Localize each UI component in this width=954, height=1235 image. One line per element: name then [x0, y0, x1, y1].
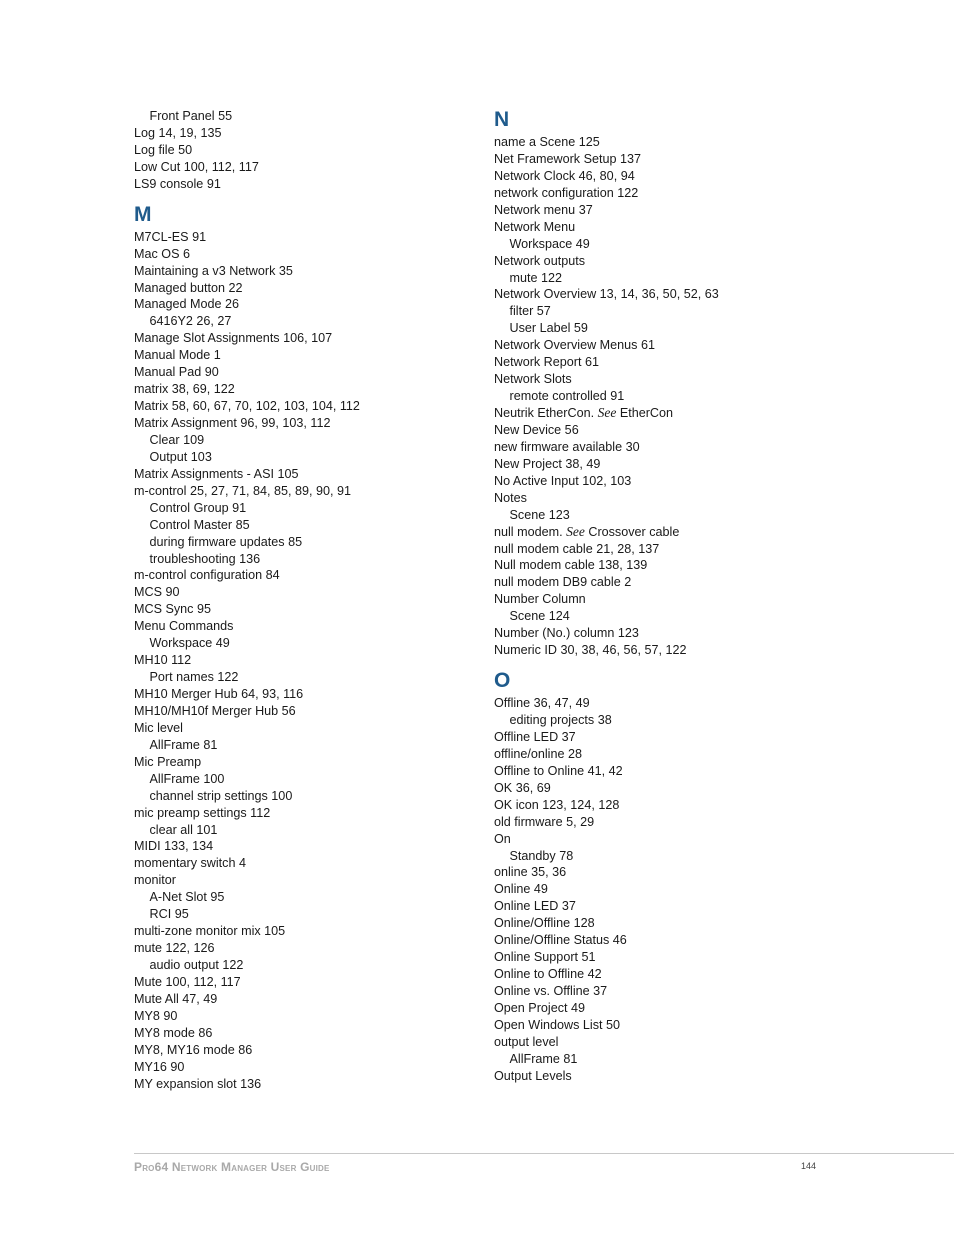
- see-target: EtherCon: [616, 406, 674, 420]
- index-entry: Matrix Assignments - ASI 105: [134, 466, 299, 481]
- index-subentry: Standby 78: [509, 848, 574, 863]
- index-entry: New Project 38, 49: [494, 456, 601, 471]
- index-entry: Matrix 58, 60, 67, 70, 102, 103, 104, 112: [134, 399, 360, 414]
- index-entry: momentary switch 4: [134, 856, 246, 871]
- index-entry: multi-zone monitor mix 105: [134, 924, 286, 939]
- index-entry: mic preamp settings 112: [134, 805, 271, 820]
- index-entry: monitor: [134, 873, 176, 888]
- index-subentry: editing projects 38: [509, 713, 612, 727]
- index-entry: Managed button 22: [134, 280, 243, 295]
- index-entry: Network outputs: [494, 253, 585, 268]
- index-subentry: Front Panel 55: [149, 109, 233, 123]
- index-subentry: Port names 122: [149, 670, 239, 685]
- index-entry: MCS Sync 95: [134, 602, 211, 617]
- index-entry: MCS 90: [134, 585, 180, 600]
- index-entry: old firmware 5, 29: [494, 814, 595, 829]
- index-entry: M7CL-ES 91: [134, 229, 207, 244]
- index-entry: Menu Commands: [134, 619, 234, 634]
- index-entry: Number (No.) column 123: [494, 626, 639, 641]
- index-entry: [494, 405, 824, 422]
- index-entry: MH10 Merger Hub 64, 93, 116: [134, 687, 304, 701]
- see-reference: See: [566, 523, 585, 539]
- index-subentry: audio output 122: [149, 958, 244, 972]
- entry-text: null modem.: [494, 524, 567, 539]
- index-entry: MH10 112: [134, 653, 192, 668]
- index-entry: OK 36, 69: [494, 780, 551, 795]
- index-entry: Mic Preamp: [134, 754, 202, 769]
- index-entry: Network Overview 13, 14, 36, 50, 52, 63: [494, 287, 719, 302]
- index-entry: Open Project 49: [494, 1000, 586, 1015]
- index-entry: Network Menu: [494, 219, 576, 234]
- index-entry: No Active Input 102, 103: [494, 473, 632, 488]
- index-entry: [494, 524, 824, 541]
- index-entry: Mute 100, 112, 117: [134, 974, 241, 989]
- index-entry: Network Overview Menus 61: [494, 338, 655, 353]
- index-entry: Mute All 47, 49: [134, 991, 218, 1006]
- index-subentry: during firmware updates 85: [149, 534, 303, 549]
- section-letter-heading: M: [134, 202, 152, 226]
- index-entry: matrix 38, 69, 122: [134, 382, 235, 397]
- index-subentry: AllFrame 81: [509, 1051, 578, 1066]
- index-entry: MY expansion slot 136: [134, 1076, 262, 1091]
- index-entry: MIDI 133, 134: [134, 839, 214, 854]
- index-subentry: A-Net Slot 95: [149, 890, 225, 905]
- index-subentry: channel strip settings 100: [149, 788, 293, 803]
- index-subentry: clear all 101: [149, 822, 218, 837]
- index-subentry: Clear 109: [149, 432, 205, 447]
- index-subentry: Scene 123: [509, 507, 570, 522]
- index-entry: Managed Mode 26: [134, 297, 240, 312]
- index-entry: network configuration 122: [494, 185, 639, 200]
- index-subentry: 6416Y2 26, 27: [149, 314, 232, 329]
- index-entry: New Device 56: [494, 422, 579, 437]
- index-entry: Maintaining a v3 Network 35: [134, 263, 293, 278]
- index-entry: output level: [494, 1034, 559, 1049]
- index-entry: Online 49: [494, 882, 548, 897]
- index-entry: Output Levels: [494, 1068, 572, 1083]
- index-subentry: AllFrame 100: [149, 771, 225, 786]
- index-entry: online 35, 36: [494, 865, 567, 880]
- index-subentry: remote controlled 91: [509, 389, 625, 404]
- index-subentry: User Label 59: [509, 321, 588, 336]
- index-entry: MY16 90: [134, 1059, 185, 1074]
- index-entry: Mic level: [134, 720, 183, 735]
- section-letter-heading: O: [494, 669, 511, 693]
- index-subentry: Scene 124: [509, 609, 570, 624]
- index-subentry: Workspace 49: [149, 636, 230, 651]
- index-subentry: AllFrame 81: [149, 737, 218, 752]
- index-subentry: mute 122: [509, 270, 563, 285]
- index-entry: MY8 mode 86: [134, 1025, 213, 1040]
- index-entry: Online to Offline 42: [494, 967, 602, 982]
- index-entry: Matrix Assignment 96, 99, 103, 112: [134, 416, 331, 430]
- index-entry: Manage Slot Assignments 106, 107: [134, 331, 333, 346]
- index-subentry: Control Master 85: [149, 517, 250, 532]
- index-entry: OK icon 123, 124, 128: [494, 797, 620, 812]
- index-entry: Manual Pad 90: [134, 365, 219, 380]
- index-entry: LS9 console 91: [134, 176, 221, 191]
- index-entry: Online vs. Offline 37: [494, 984, 608, 998]
- index-entry: Open Windows List 50: [494, 1017, 620, 1032]
- index-entry: Mac OS 6: [134, 246, 190, 261]
- index-entry: Network Clock 46, 80, 94: [494, 168, 635, 183]
- section-letter-heading: N: [494, 108, 510, 131]
- index-subentry: filter 57: [509, 304, 551, 319]
- footer-rule: [134, 1153, 954, 1154]
- index-entry: Offline 36, 47, 49: [494, 696, 590, 711]
- index-entry: Number Column: [494, 592, 586, 607]
- index-entry: Online/Offline Status 46: [494, 933, 627, 948]
- index-entry: offline/online 28: [494, 746, 582, 761]
- index-column-left: [134, 108, 464, 1093]
- index-entry: Online/Offline 128: [494, 916, 595, 931]
- index-entry: Numeric ID 30, 38, 46, 56, 57, 122: [494, 643, 687, 658]
- see-reference: See: [597, 405, 617, 420]
- index-entry: Online LED 37: [494, 899, 576, 914]
- footer-title: Pro64 Network Manager User Guide: [134, 1160, 330, 1174]
- index-entry: Network menu 37: [494, 202, 593, 217]
- see-target: Crossover cable: [584, 524, 680, 539]
- index-subentry: Output 103: [149, 449, 212, 464]
- page-number: 144: [801, 1161, 817, 1171]
- index-entry: MH10/MH10f Merger Hub 56: [134, 703, 296, 718]
- index-entry: MY8 90: [134, 1008, 178, 1023]
- index-entry: Log 14, 19, 135: [134, 125, 222, 140]
- index-entry: Notes: [494, 490, 527, 505]
- index-column-right: [494, 108, 824, 1085]
- index-subentry: troubleshooting 136: [149, 551, 261, 566]
- index-entry: Null modem cable 138, 139: [494, 558, 648, 573]
- index-entry: Network Slots: [494, 372, 572, 387]
- index-subentry: Workspace 49: [509, 236, 590, 251]
- index-entry: new firmware available 30: [494, 439, 640, 454]
- index-entry: Log file 50: [134, 142, 193, 157]
- index-entry: Offline LED 37: [494, 729, 576, 744]
- index-entry: name a Scene 125: [494, 135, 600, 149]
- index-entry: Network Report 61: [494, 355, 599, 370]
- index-entry: null modem DB9 cable 2: [494, 575, 632, 590]
- entry-text: Neutrik EtherCon.: [494, 406, 598, 420]
- index-entry: MY8, MY16 mode 86: [134, 1042, 253, 1057]
- index-subentry: Control Group 91: [149, 500, 247, 515]
- index-entry: Offline to Online 41, 42: [494, 763, 623, 778]
- index-entry: Net Framework Setup 137: [494, 151, 641, 166]
- index-entry: mute 122, 126: [134, 941, 215, 956]
- index-entry: On: [494, 831, 511, 846]
- index-entry: Manual Mode 1: [134, 348, 221, 363]
- index-entry: Low Cut 100, 112, 117: [134, 159, 259, 174]
- index-entry: m-control 25, 27, 71, 84, 85, 89, 90, 91: [134, 483, 352, 498]
- index-entry: m-control configuration 84: [134, 568, 280, 583]
- index-entry: null modem cable 21, 28, 137: [494, 541, 660, 556]
- index-subentry: RCI 95: [149, 907, 189, 922]
- index-entry: Online Support 51: [494, 950, 596, 965]
